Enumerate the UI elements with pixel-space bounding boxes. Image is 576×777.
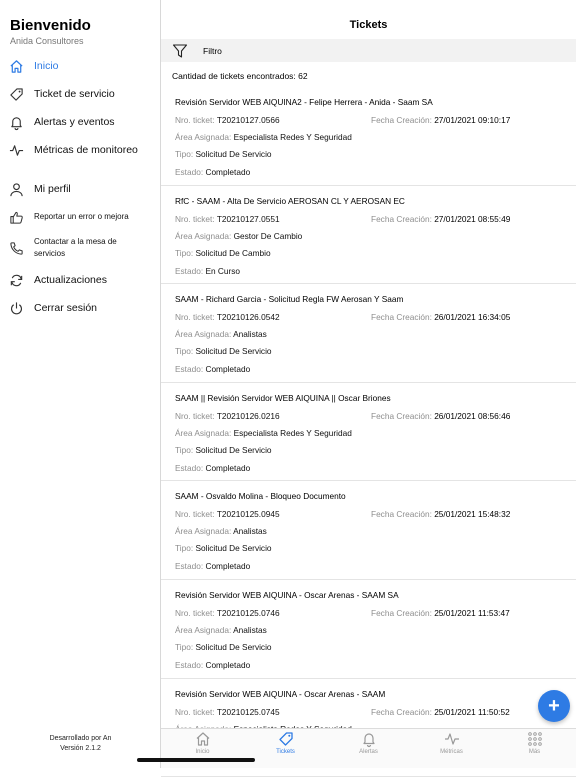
ticket-number-label: Nro. ticket:: [175, 706, 215, 717]
ticket-area-label: Área Asignada:: [175, 427, 232, 438]
tab-alertas[interactable]: [327, 731, 410, 761]
ticket-state-row: [175, 364, 250, 374]
sidebar-item-label: Métricas de monitoreo: [34, 144, 138, 156]
sidebar-item-label: Mi perfil: [34, 183, 71, 195]
ticket-number-row: [175, 509, 280, 519]
ticket-number-label: Nro. ticket:: [175, 115, 215, 125]
ticket-date-row: [371, 707, 510, 717]
ticket-number-label: Nro. ticket:: [175, 312, 215, 323]
ticket-date-label: Fecha Creación:: [371, 115, 432, 125]
ticket-number-label: Nro. ticket:: [175, 410, 215, 421]
ticket-title: Revisión Servidor WEB AIQUINA - Oscar Arenas - SAAM SA: [175, 589, 399, 600]
ticket-area-label: Área Asignada:: [175, 230, 232, 241]
ticket-date-label: Fecha Creación:: [371, 509, 432, 520]
ticket-date: 26/01/2021 16:34:05: [434, 312, 511, 323]
ticket-type-row: [175, 149, 272, 159]
ticket-card[interactable]: [161, 186, 576, 285]
ticket-number: T20210126.0542: [216, 312, 280, 323]
ticket-number-row: [175, 411, 280, 421]
ticket-state: En Curso: [205, 265, 241, 276]
ticket-date: 27/01/2021 08:55:49: [434, 213, 511, 224]
ticket-area-row: [175, 625, 267, 635]
ticket-number-label: Nro. ticket:: [175, 607, 215, 618]
ticket-title: Revisión Servidor WEB AIQUINA2 - Felipe Herrera - Anida - Saam SA: [175, 97, 433, 107]
ticket-state-row: [175, 266, 240, 276]
sidebar-footer: [0, 734, 161, 754]
ticket-type: Solicitud De Cambio: [195, 247, 271, 258]
bell-icon: [8, 114, 24, 130]
ticket-date-row: [371, 214, 510, 224]
ticket-number-row: [175, 608, 280, 618]
sidebar-item-label: Actualizaciones: [34, 274, 107, 286]
ticket-date: 25/01/2021 15:48:32: [434, 509, 511, 520]
sidebar-item-alertas[interactable]: [0, 114, 160, 130]
tab-label: Alertas: [359, 749, 378, 755]
sidebar-item-contactar[interactable]: [0, 234, 160, 262]
tab-label: Más: [528, 749, 541, 755]
home-icon: [8, 58, 24, 74]
ticket-type-row: [175, 248, 271, 258]
ticket-type: Solicitud De Servicio: [195, 641, 272, 652]
sidebar: [0, 0, 161, 768]
ticket-date-row: [371, 411, 510, 421]
ticket-number: T20210125.0746: [216, 607, 280, 618]
ticket-date-label: Fecha Creación:: [371, 607, 432, 618]
footer-version: Versión 2.1.2: [60, 745, 101, 752]
filter-label: Filtro: [203, 46, 222, 56]
ticket-card[interactable]: [161, 383, 576, 482]
pulse-icon: [444, 731, 460, 747]
bell-icon: [361, 731, 377, 747]
ticket-date: 26/01/2021 08:56:46: [434, 410, 511, 421]
sidebar-item-cerrar-sesion[interactable]: [0, 300, 160, 316]
ticket-card[interactable]: [161, 481, 576, 580]
ticket-state-row: [175, 660, 250, 670]
ticket-number: T20210125.0745: [216, 706, 280, 717]
ticket-title: SAAM - Richard Garcia - Solicitud Regla FW Aerosan Y Saam: [175, 294, 404, 305]
ticket-type-label: Tipo:: [175, 247, 194, 258]
tab-label: Métricas: [440, 749, 463, 755]
sidebar-item-perfil[interactable]: [0, 181, 160, 197]
ticket-date-label: Fecha Creación:: [371, 312, 432, 323]
user-icon: [8, 181, 24, 197]
ticket-date: 25/01/2021 11:53:47: [434, 607, 510, 618]
ticket-state-label: Estado:: [175, 167, 204, 177]
ticket-card[interactable]: [161, 284, 576, 383]
ticket-area-label: Área Asignada:: [175, 132, 232, 142]
ticket-card[interactable]: [161, 87, 576, 186]
ticket-state: Completado: [205, 364, 251, 375]
home-indicator: [137, 758, 255, 762]
ticket-area: Especialista Redes Y Seguridad: [233, 427, 352, 438]
ticket-state-label: Estado:: [175, 659, 204, 670]
ticket-number-label: Nro. ticket:: [175, 509, 215, 520]
ticket-area: Especialista Redes Y Seguridad: [233, 132, 352, 142]
ticket-state-label: Estado:: [175, 265, 204, 276]
ticket-state-row: [175, 463, 250, 473]
ticket-number: T20210127.0566: [216, 115, 280, 125]
sidebar-item-label: Cerrar sesión: [34, 302, 98, 314]
ticket-type-label: Tipo:: [175, 543, 194, 554]
ticket-number: T20210127.0551: [216, 213, 280, 224]
footer-credits: Desarrollado por An: [49, 735, 112, 742]
home-icon: [195, 731, 211, 747]
sidebar-item-tickets[interactable]: [0, 86, 160, 102]
pulse-icon: [8, 142, 24, 158]
tab-bar: [161, 728, 576, 768]
ticket-area-row: [175, 526, 267, 536]
sidebar-item-label: Contactar a la mesa de servicios: [34, 237, 117, 258]
ticket-state-label: Estado:: [175, 364, 204, 375]
ticket-title: Revisión Servidor WEB AIQUINA - Oscar Arenas - SAAM: [175, 688, 386, 699]
ticket-number: T20210125.0945: [216, 509, 280, 520]
sidebar-greeting: Bienvenido: [10, 17, 91, 34]
ticket-type-row: [175, 642, 272, 652]
sidebar-item-label: Reportar un error o mejora: [34, 212, 129, 221]
tab-mas[interactable]: [493, 731, 576, 761]
ticket-number-row: [175, 707, 280, 717]
tab-inicio[interactable]: [161, 731, 244, 761]
main-panel: [161, 0, 576, 768]
ticket-date-row: [371, 509, 510, 519]
ticket-list: [161, 87, 576, 728]
ticket-date-label: Fecha Creación:: [371, 706, 432, 717]
ticket-type-row: [175, 346, 272, 356]
tab-tickets[interactable]: [244, 731, 327, 761]
ticket-title: RfC - SAAM - Alta De Servicio AEROSAN CL Y AEROSAN EC: [175, 195, 405, 206]
ticket-type-label: Tipo:: [175, 149, 194, 159]
tag-icon: [278, 731, 294, 747]
ticket-area: Analistas: [233, 526, 267, 537]
ticket-type-label: Tipo:: [175, 641, 194, 652]
ticket-state: Completado: [205, 462, 251, 473]
ticket-card[interactable]: [161, 580, 576, 679]
ticket-state-label: Estado:: [175, 462, 204, 473]
ticket-date-row: [371, 608, 510, 618]
ticket-number-row: [175, 115, 280, 125]
ticket-number-row: [175, 214, 280, 224]
ticket-type: Solicitud De Servicio: [195, 346, 272, 357]
filter-bar[interactable]: [161, 39, 576, 62]
sidebar-item-actualizaciones[interactable]: [0, 272, 160, 288]
sidebar-item-reportar[interactable]: [0, 209, 160, 225]
sidebar-item-label: Alertas y eventos: [34, 116, 115, 128]
grid-icon: [527, 731, 543, 747]
ticket-area-row: [175, 231, 302, 241]
ticket-area: Analistas: [233, 329, 267, 340]
phone-icon: [8, 240, 24, 256]
ticket-type-row: [175, 543, 272, 553]
ticket-state: Completado: [205, 659, 251, 670]
ticket-date-row: [371, 115, 510, 125]
ticket-date-label: Fecha Creación:: [371, 410, 432, 421]
power-icon: [8, 300, 24, 316]
ticket-date: 27/01/2021 09:10:17: [434, 115, 511, 125]
ticket-type: Solicitud De Servicio: [195, 444, 272, 455]
ticket-date-row: [371, 312, 510, 322]
ticket-title: SAAM || Revisión Servidor WEB AIQUINA || Oscar Briones: [175, 392, 391, 403]
ticket-area-row: [175, 132, 352, 142]
ticket-number-label: Nro. ticket:: [175, 213, 215, 224]
ticket-number-row: [175, 312, 280, 322]
ticket-area-row: [175, 428, 352, 438]
sidebar-item-label: Ticket de servicio: [34, 88, 115, 100]
ticket-type: Solicitud De Servicio: [195, 149, 272, 159]
ticket-date-label: Fecha Creación:: [371, 213, 432, 224]
tab-label: Tickets: [276, 749, 295, 755]
ticket-area-label: Área Asignada:: [175, 329, 232, 340]
add-ticket-button[interactable]: +: [538, 690, 570, 722]
ticket-area: Gestor De Cambio: [233, 230, 303, 241]
page-title: Tickets: [349, 19, 388, 31]
filter-icon[interactable]: [172, 43, 188, 59]
ticket-type-label: Tipo:: [175, 444, 194, 455]
ticket-state-row: [175, 167, 250, 177]
ticket-state: Completado: [205, 561, 251, 572]
ticket-type: Solicitud De Servicio: [195, 543, 272, 554]
tab-label: Inicio: [195, 749, 210, 755]
ticket-area-label: Área Asignada:: [175, 526, 232, 537]
sidebar-item-label: Inicio: [34, 60, 59, 72]
ticket-count: Cantidad de tickets encontrados: 62: [172, 71, 308, 81]
ticket-state-label: Estado:: [175, 561, 204, 572]
tab-metricas[interactable]: [410, 731, 493, 761]
ticket-type-label: Tipo:: [175, 346, 194, 357]
tag-icon: [8, 86, 24, 102]
ticket-number: T20210126.0216: [216, 410, 280, 421]
ticket-type-row: [175, 445, 272, 455]
refresh-icon: [8, 272, 24, 288]
sidebar-item-metricas[interactable]: [0, 142, 160, 158]
ticket-title: SAAM - Osvaldo Molina - Bloqueo Documento: [175, 491, 346, 502]
ticket-state: Completado: [205, 167, 251, 177]
ticket-area-label: Área Asignada:: [175, 624, 232, 635]
ticket-state-row: [175, 561, 250, 571]
thumbs-up-icon: [8, 209, 24, 225]
ticket-area: Analistas: [233, 624, 267, 635]
sidebar-company: Anida Consultores: [10, 36, 84, 46]
sidebar-item-inicio[interactable]: [0, 58, 160, 74]
ticket-area-row: [175, 329, 267, 339]
ticket-date: 25/01/2021 11:50:52: [434, 706, 510, 717]
